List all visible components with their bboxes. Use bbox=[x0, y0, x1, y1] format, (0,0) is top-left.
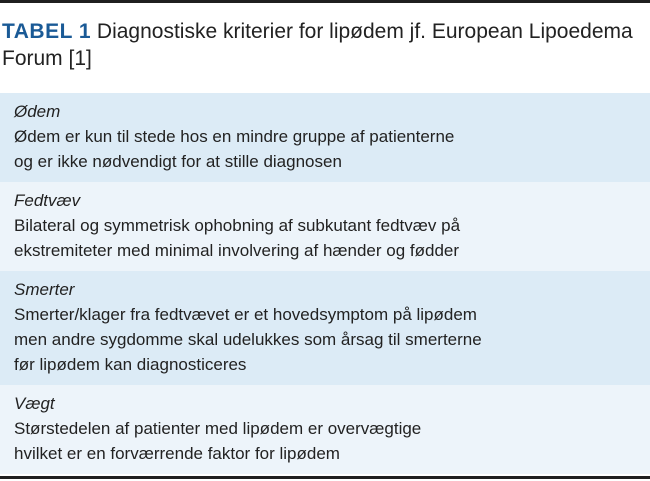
criterion-text-line: Ødem er kun til stede hos en mindre gruppe af patienterne bbox=[14, 127, 455, 146]
criterion-text-line: Smerter/klager fra fedtvævet er et hovedsymptom på lipødem bbox=[14, 305, 477, 324]
table-label: TABEL 1 bbox=[2, 20, 92, 43]
criterion-heading: Ødem bbox=[14, 102, 61, 121]
criterion-row-vaegt bbox=[0, 385, 650, 474]
criterion-text-line: og er ikke nødvendigt for at stille diagnosen bbox=[14, 152, 342, 171]
criterion-text-line: ekstremiteter med minimal involvering af hænder og fødder bbox=[14, 241, 460, 260]
criterion-heading: Vægt bbox=[14, 394, 55, 413]
bottom-rule bbox=[0, 476, 650, 479]
criterion-text-line: før lipødem kan diagnosticeres bbox=[14, 355, 247, 374]
criterion-row-odem bbox=[0, 93, 650, 182]
criterion-heading: Fedtvæv bbox=[14, 191, 81, 210]
criterion-text-line: Størstedelen af patienter med lipødem er overvægtige bbox=[14, 419, 422, 438]
criterion-text-line: men andre sygdomme skal udelukkes som årsag til smerterne bbox=[14, 330, 482, 349]
criterion-row-smerter bbox=[0, 271, 650, 385]
table-caption bbox=[0, 3, 650, 73]
criterion-text-line: Bilateral og symmetrisk ophobning af subkutant fedtvæv på bbox=[14, 216, 461, 235]
criteria-table bbox=[0, 93, 650, 474]
criterion-text-line: hvilket er en forværrende faktor for lipødem bbox=[14, 444, 340, 463]
criterion-heading: Smerter bbox=[14, 280, 75, 299]
criterion-row-fedtvaev bbox=[0, 182, 650, 271]
table-title: Diagnostiske kriterier for lipødem jf. European Lipoedema Forum [1] bbox=[2, 20, 633, 70]
